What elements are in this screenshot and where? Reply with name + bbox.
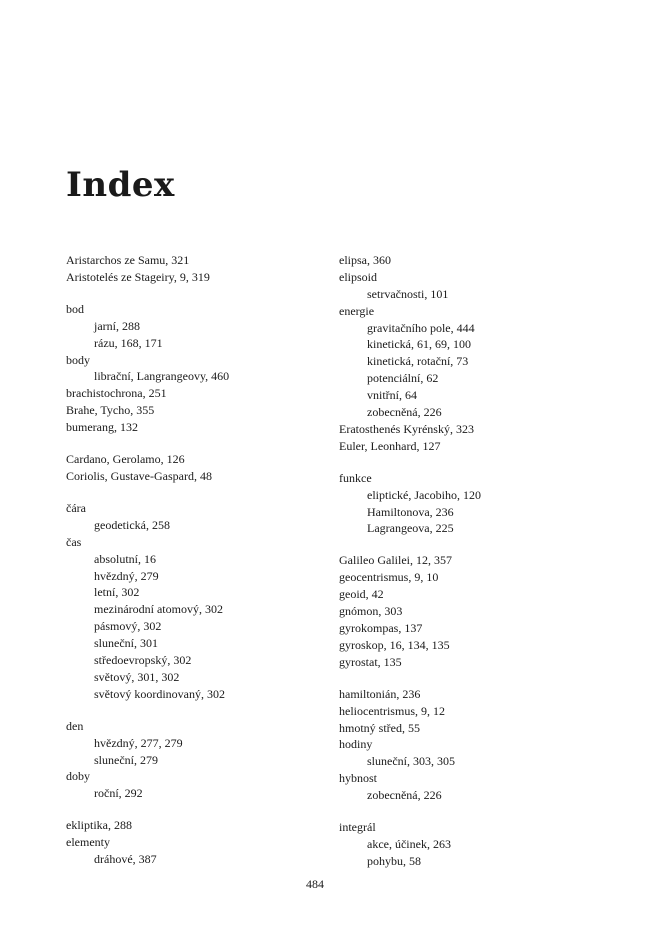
index-entry: gyrostat, 135 [339,654,402,669]
index-subentry: mezinárodní atomový, 302 [94,602,223,617]
index-subentry: pásmový, 302 [94,619,162,634]
index-entry: brachistochrona, 251 [66,386,167,401]
index-entry: gyroskop, 16, 134, 135 [339,637,450,652]
index-group-gap [66,286,316,301]
index-entry: elementy [66,835,110,850]
index-entry: Coriolis, Gustave-Gaspard, 48 [66,468,212,483]
index-entry: Eratosthenés Kyrénský, 323 [339,421,474,436]
index-entry: Euler, Leonhard, 127 [339,438,441,453]
index-entry: gyrokompas, 137 [339,621,423,635]
index-subentry: pohybu, 58 [367,853,421,868]
index-entry: Cardano, Gerolamo, 126 [66,452,185,467]
index-group-gap [66,703,316,718]
index-subentry: Lagrangeova, 225 [367,521,454,536]
index-group-gap [66,485,316,500]
index-entry: Aristarchos ze Samu, 321 [66,253,190,267]
index-subentry: akce, účinek, 263 [367,836,451,851]
index-entry: funkce [339,470,372,485]
index-subentry: letní, 302 [94,585,140,600]
index-subentry: sluneční, 303, 305 [367,754,455,769]
index-entry: body [66,352,90,367]
index-entry: elipsa, 360 [339,253,391,267]
index-subentry: středoevropský, 302 [94,652,192,667]
index-group-gap [339,455,589,470]
index-entry: hodiny [339,737,373,752]
index-entry: integrál [339,820,376,835]
index-group-gap [339,537,589,552]
index-subentry: jarní, 288 [94,318,140,333]
index-subentry: hvězdný, 277, 279 [94,735,183,750]
index-entry: ekliptika, 288 [66,818,132,833]
index-group-gap [339,804,589,819]
index-group-gap [66,436,316,451]
index-entry: bumerang, 132 [66,420,138,435]
index-entry: geocentrismus, 9, 10 [339,570,439,585]
index-entry: Aristotelés ze Stageiry, 9, 319 [66,269,210,284]
index-entry: Galileo Galilei, 12, 357 [339,553,452,568]
index-subentry: vnitřní, 64 [367,388,417,403]
index-subentry: dráhové, 387 [94,852,157,867]
index-entry: hmotný střed, 55 [339,720,420,735]
index-entry: doby [66,769,90,784]
index-subentry: Hamiltonova, 236 [367,504,454,519]
index-entry: den [66,718,84,733]
index-entry: elipsoid [339,269,377,284]
index-subentry: roční, 292 [94,786,143,801]
index-subentry: eliptické, Jacobiho, 120 [367,487,481,502]
index-subentry: setrvačnosti, 101 [367,286,449,301]
index-subentry: geodetická, 258 [94,517,170,532]
index-subentry: rázu, 168, 171 [94,335,163,350]
index-entry: hybnost [339,771,378,786]
index-entry: bod [66,301,84,316]
index-entry: čas [66,534,82,549]
index-entry: hamiltonián, 236 [339,686,421,701]
index-subentry: světový koordinovaný, 302 [94,686,225,701]
index-entry: Brahe, Tycho, 355 [66,403,155,418]
index-entry: čára [66,500,86,515]
index-subentry: zobecněná, 226 [367,788,442,803]
index-subentry: sluneční, 279 [94,752,158,767]
page-title: Index [66,165,175,205]
index-subentry: sluneční, 301 [94,636,158,651]
index-entry: energie [339,303,375,318]
index-subentry: librační, Langrangeovy, 460 [94,369,230,384]
index-subentry: světový, 301, 302 [94,669,180,684]
index-entry: geoid, 42 [339,587,384,602]
index-group-gap [66,802,316,817]
index-entry: gnómon, 303 [339,604,403,619]
index-subentry: hvězdný, 279 [94,568,159,583]
index-subentry: zobecněná, 226 [367,405,442,420]
index-subentry: gravitačního pole, 444 [367,320,475,335]
index-group-gap [339,671,589,686]
index-column-right [339,252,589,870]
index-subentry: kinetická, 61, 69, 100 [367,337,471,352]
index-subentry: potenciální, 62 [367,371,439,386]
index-entry: heliocentrismus, 9, 12 [339,703,445,718]
index-subentry: kinetická, rotační, 73 [367,354,469,369]
index-subentry: absolutní, 16 [94,551,156,566]
page-number: 484 [306,877,324,891]
index-column-left [66,252,316,868]
